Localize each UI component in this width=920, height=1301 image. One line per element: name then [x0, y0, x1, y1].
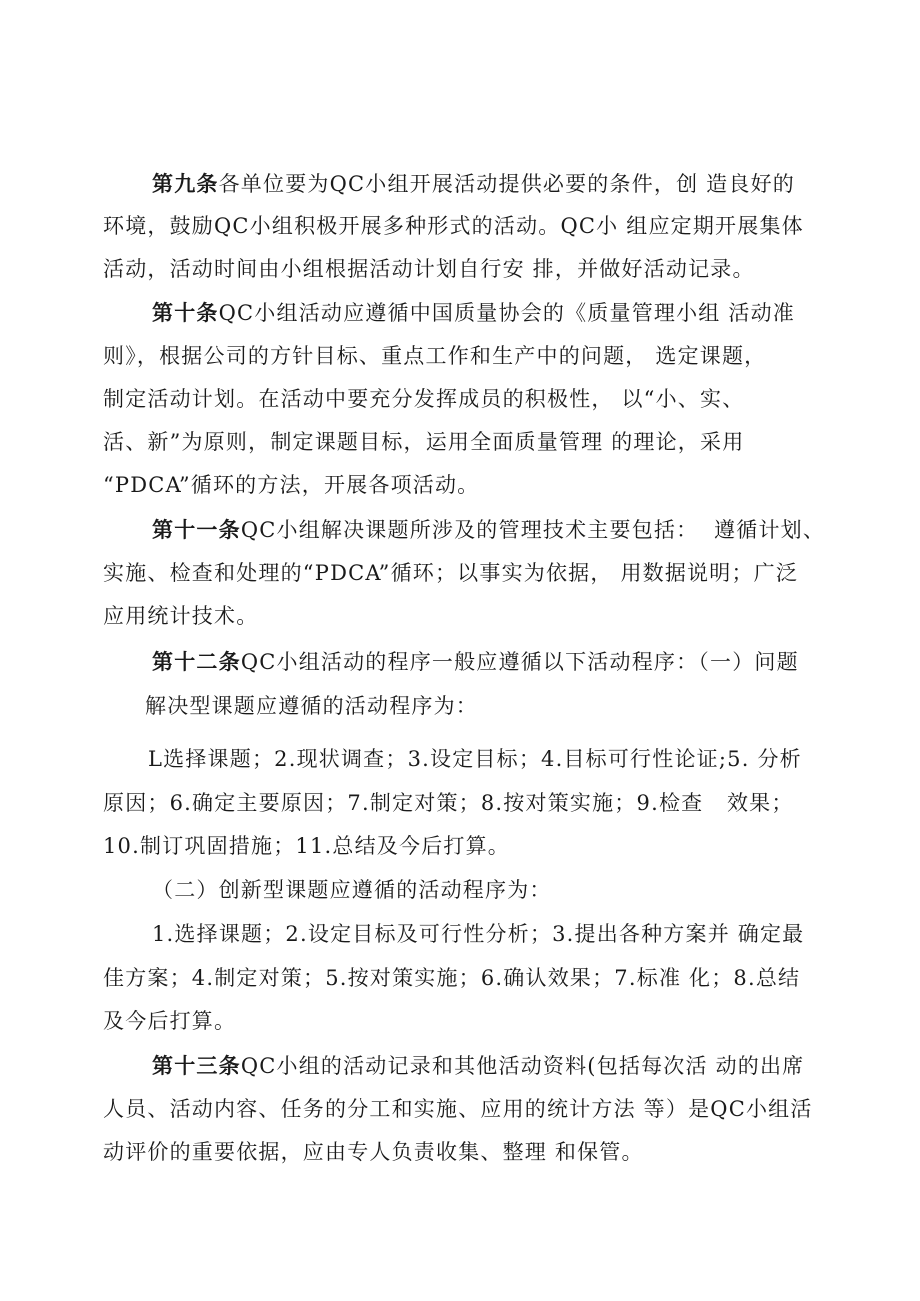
article-11-line-2: 实施、检查和处理的“PDCA”循环；以事实为依据， 用数据说明；广泛 — [103, 561, 799, 585]
article-12-heading: 第十二条 — [152, 650, 241, 674]
article-9-line-2: 环境，鼓励QC小组积极开展多种形式的活动。QC小 组应定期开展集体 — [103, 214, 804, 238]
article-13-line-3: 动评价的重要依据，应由专人负责收集、整理 和保管。 — [103, 1140, 644, 1164]
article-10-line-3: 制定活动计划。在活动中要充分发挥成员的积极性， 以“小、实、 — [103, 387, 745, 411]
article-13-line-1: 第十三条QC小组的活动记录和其他活动资料(包括每次活 动的出席 — [152, 1054, 805, 1078]
article-12-steps-1-line-2: 原因；6.确定主要原因；7.制定对策；8.按对策实施；9.检查 效果； — [103, 791, 794, 815]
article-13-line-2: 人员、活动内容、任务的分工和实施、应用的统计方法 等）是QC小组活 — [103, 1097, 813, 1121]
article-10-line-2: 则》，根据公司的方针目标、重点工作和生产中的问题， 选定课题， — [103, 344, 767, 368]
article-11-heading: 第十一条 — [152, 518, 241, 542]
article-12-steps-2-line-3: 及今后打算。 — [103, 1009, 237, 1033]
article-13-heading: 第十三条 — [152, 1054, 241, 1078]
article-9-heading: 第九条 — [152, 172, 219, 196]
article-12-steps-1-line-3: 10.制订巩固措施；11.总结及今后打算。 — [103, 834, 510, 858]
article-12-steps-2-line-2: 佳方案；4.制定对策；5.按对策实施；6.确认效果；7.标准 化；8.总结 — [103, 966, 801, 990]
article-9-line-1: 第九条各单位要为QC小组开展活动提供必要的条件，创 造良好的 — [152, 172, 795, 196]
article-12-line-1: 第十二条QC小组活动的程序一般应遵循以下活动程序：（一）问题 — [152, 650, 799, 674]
article-12-steps-2-line-1: 1.选择课题；2.设定目标及可行性分析；3.提出各种方案并 确定最 — [152, 922, 805, 946]
article-10-line-1: 第十条QC小组活动应遵循中国质量协会的《质量管理小组 活动准 — [152, 301, 795, 325]
article-11-line-3: 应用统计技术。 — [103, 604, 259, 628]
article-12-line-2: 解决型课题应遵循的活动程序为： — [145, 694, 478, 718]
article-9-line-3: 活动，活动时间由小组根据活动计划自行安 排，并做好活动记录。 — [103, 257, 755, 281]
article-10-line-5: “PDCA”循环的方法，开展各项活动。 — [103, 473, 480, 497]
article-10-heading: 第十条 — [152, 301, 219, 325]
article-10-line-4: 活、新”为原则，制定课题目标，运用全面质量管理 的理论，采用 — [103, 430, 745, 454]
article-12-steps-1-line-1: L选择课题；2.现状调查；3.设定目标；4.目标可行性论证;5. 分析 — [148, 747, 802, 771]
article-11-line-1: 第十一条QC小组解决课题所涉及的管理技术主要包括： 遵循计划、 — [152, 518, 826, 542]
article-12-subheading-2: （二）创新型课题应遵循的活动程序为： — [152, 878, 552, 902]
